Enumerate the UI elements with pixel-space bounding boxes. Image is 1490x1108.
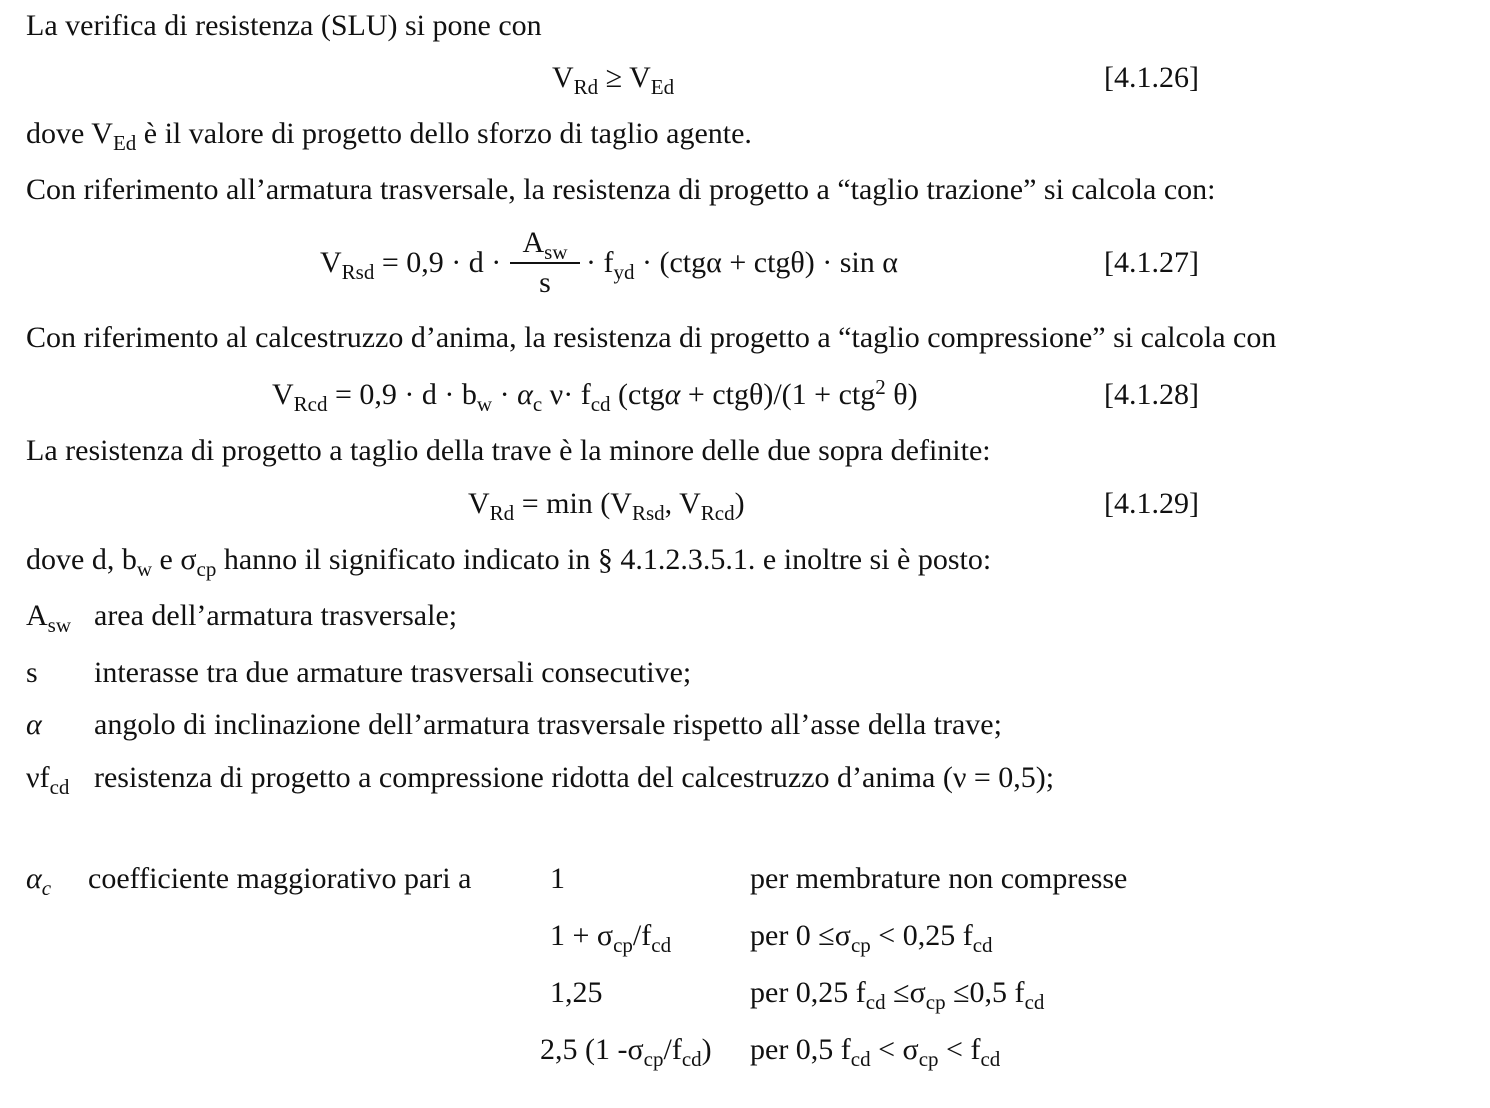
alpha-c-value-2 <box>550 918 672 957</box>
alpha-c-cond-3 <box>750 975 1045 1014</box>
alpha-c-value-1: 1 <box>550 862 565 895</box>
eq-text: ≥ V <box>598 61 651 94</box>
def-text-asw: area dell’armatura trasversale; <box>94 599 458 632</box>
def-symbol-text: α <box>26 708 42 741</box>
paragraph-taglio-trazione: Con riferimento all’armatura trasversale, la resistenza di progetto a “taglio trazione” si calcola con: <box>26 173 1216 206</box>
eq-text: · <box>492 378 518 411</box>
equation-number: [4.1.29] <box>1104 487 1199 520</box>
fraction-denominator: s <box>539 266 551 299</box>
eq-subscript: Rcd <box>293 392 328 416</box>
para-text: hanno il significato indicato in § 4.1.2.3.5.1. e inoltre si è posto: <box>216 543 992 576</box>
cell-subscript: cp <box>925 990 946 1014</box>
cell-subscript: cd <box>850 1047 871 1071</box>
cell-subscript: cd <box>980 1047 1001 1071</box>
eq-text: α <box>517 378 533 411</box>
cell-subscript: cd <box>865 990 886 1014</box>
para-text: dove d, b <box>26 543 137 576</box>
cell-text: < σ <box>870 1033 919 1066</box>
def-symbol-text: A <box>26 599 48 632</box>
cell-subscript: cp <box>850 933 871 957</box>
para-subscript: w <box>136 557 152 581</box>
para-subscript: cp <box>196 557 217 581</box>
def-text-s: interasse tra due armature trasversali consecutive; <box>94 656 692 689</box>
eq-subscript: Rsd <box>341 260 375 284</box>
paragraph-intro: La verifica di resistenza (SLU) si pone con <box>26 9 542 42</box>
alpha-c-label: coefficiente maggiorativo pari a <box>88 862 472 895</box>
equation-4-1-26 <box>552 60 675 99</box>
paragraph-taglio-compressione: Con riferimento al calcestruzzo d’anima, la resistenza di progetto a “taglio compressione” si calcola con <box>26 321 1277 354</box>
def-symbol-text: νf <box>26 761 50 794</box>
def-text-alpha: angolo di inclinazione dell’armatura trasversale rispetto all’asse della trave; <box>94 708 1002 741</box>
eq-text: V <box>272 378 294 411</box>
cell-text: ≤σ <box>885 976 926 1009</box>
eq-subscript: Rcd <box>700 501 735 525</box>
def-symbol-text: s <box>26 656 38 689</box>
equation-number: [4.1.27] <box>1104 246 1199 279</box>
def-symbol-alpha <box>26 707 42 743</box>
def-symbol-text: α <box>26 862 42 895</box>
cell-text: /f <box>632 919 652 952</box>
eq-subscript: cd <box>590 392 611 416</box>
eq-text: ν· f <box>542 378 591 411</box>
eq-text: V <box>552 61 574 94</box>
equation-4-1-27-fraction <box>510 226 580 300</box>
def-symbol-asw <box>26 598 72 637</box>
def-symbol-nufcd <box>26 760 70 799</box>
cell-text: < 0,25 f <box>870 919 973 952</box>
equation-4-1-27-rhs <box>586 245 898 284</box>
equation-4-1-27-lhs <box>320 245 502 284</box>
para-text: e σ <box>152 543 197 576</box>
eq-text: = 0,9 · d · <box>374 246 502 279</box>
eq-text: = 0,9 · d · b <box>327 378 477 411</box>
cell-text: per 0 ≤σ <box>750 919 851 952</box>
cell-text: 1 + σ <box>550 919 614 952</box>
def-symbol-subscript: cd <box>49 775 70 799</box>
paragraph-minore: La resistenza di progetto a taglio della trave è la minore delle due sopra definite: <box>26 434 991 467</box>
alpha-c-cond-4 <box>750 1032 1001 1071</box>
def-symbol-subscript: sw <box>47 613 72 637</box>
def-symbol-subscript: c <box>41 876 52 900</box>
cell-subscript: cp <box>613 933 633 957</box>
para-text: è il valore di progetto dello sforzo di taglio agente. <box>136 117 752 150</box>
cell-subscript: cp <box>918 1047 939 1071</box>
eq-subscript: c <box>532 392 543 416</box>
eq-subscript: sw <box>544 240 568 264</box>
eq-subscript: Rsd <box>631 501 665 525</box>
cell-text: per 0,5 f <box>750 1033 851 1066</box>
cell-text: 2,5 (1 -σ <box>540 1033 644 1066</box>
eq-text: V <box>468 487 490 520</box>
cell-subscript: cd <box>681 1047 702 1071</box>
eq-text: + ctgθ)/(1 + ctg <box>680 378 876 411</box>
para-text: dove V <box>26 117 113 150</box>
eq-text: θ) <box>885 378 918 411</box>
eq-text: α <box>664 378 681 411</box>
alpha-c-cond-2 <box>750 918 993 957</box>
cell-subscript: cd <box>1024 990 1045 1014</box>
eq-superscript: 2 <box>875 375 886 399</box>
eq-text: A <box>522 226 545 259</box>
def-symbol-s <box>26 655 38 691</box>
equation-number: [4.1.28] <box>1104 378 1199 411</box>
equation-4-1-28 <box>272 375 918 416</box>
eq-subscript: Ed <box>650 75 675 99</box>
cell-text: < f <box>938 1033 981 1066</box>
cell-text: /f <box>663 1033 682 1066</box>
paragraph-ved <box>26 116 752 155</box>
def-text-nufcd: resistenza di progetto a compressione ridotta del calcestruzzo d’anima (ν = 0,5); <box>94 761 1055 794</box>
paragraph-dove <box>26 542 992 581</box>
cell-text: per 0,25 f <box>750 976 866 1009</box>
alpha-c-value-4 <box>540 1032 712 1071</box>
equation-4-1-29 <box>468 486 745 525</box>
alpha-c-symbol <box>26 861 52 900</box>
fraction-numerator <box>510 226 580 264</box>
equation-number: [4.1.26] <box>1104 61 1199 94</box>
para-subscript: Ed <box>112 131 137 155</box>
eq-subscript: w <box>476 392 493 416</box>
eq-text: (ctg <box>610 378 665 411</box>
alpha-c-value-3: 1,25 <box>550 976 603 1009</box>
cell-subscript: cp <box>643 1047 664 1071</box>
eq-subscript: yd <box>613 260 635 284</box>
eq-text: ) <box>734 487 745 520</box>
alpha-c-cond-1: per membrature non compresse <box>750 862 1128 895</box>
cell-subscript: cd <box>651 933 672 957</box>
eq-subscript: Rd <box>573 75 599 99</box>
eq-subscript: Rd <box>489 501 515 525</box>
cell-text: ) <box>701 1033 712 1066</box>
eq-text: = min (V <box>514 487 632 520</box>
eq-text: V <box>320 246 342 279</box>
eq-text: · (ctgα + ctgθ) · sin α <box>634 246 898 279</box>
eq-text: · f <box>586 246 614 279</box>
eq-text: , V <box>664 487 701 520</box>
cell-subscript: cd <box>972 933 993 957</box>
cell-text: ≤0,5 f <box>945 976 1025 1009</box>
